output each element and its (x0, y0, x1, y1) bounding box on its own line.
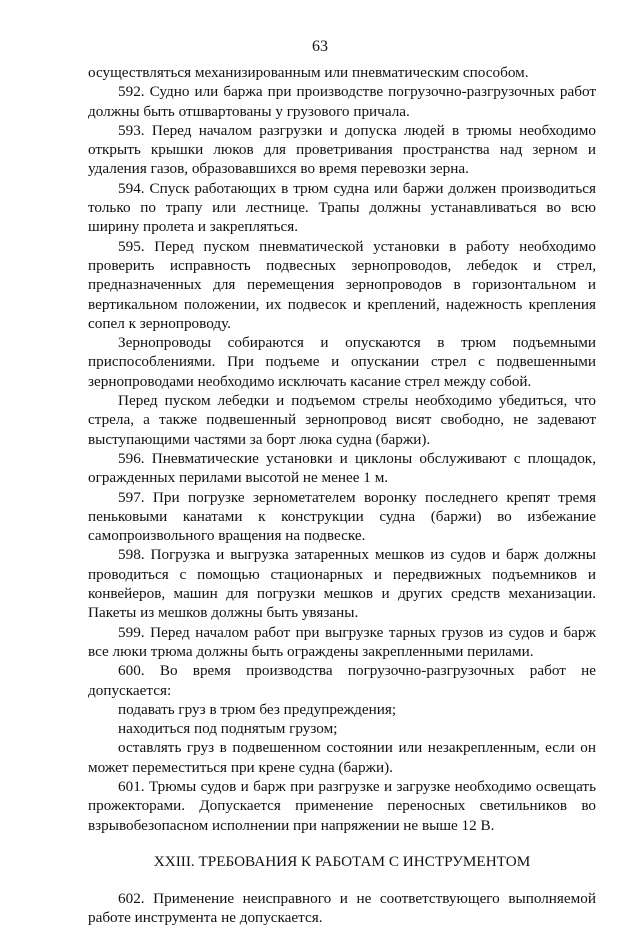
section-title: XXIII. ТРЕБОВАНИЯ К РАБОТАМ С ИНСТРУМЕНТОМ (153, 852, 531, 870)
paragraph-598: 598. Погрузка и выгрузка затаренных мешков из судов и барж должны проводиться с помощью стационарных и передвижных подъемников и конвейеров, машин для погрузки мешков и других средств механизации. Пакеты из мешков должны быть увязаны. (88, 546, 596, 622)
paragraph-593: 593. Перед началом разгрузки и допуска людей в трюмы необходимо открыть крышки люков для проветривания пространства над зерном и удаления газов, образовавшихся во время перевозки зерна. (88, 121, 596, 178)
paragraph-597: 597. При погрузке зернометателем воронку последнего крепят тремя пеньковыми канатами к конструкции судна (баржи) во избежание самопроизвольного вращения на подвеске. (88, 488, 596, 545)
document-body (88, 63, 596, 928)
paragraph-continuation: осуществляться механизированным или пневматическим способом. (88, 64, 529, 81)
list-item: оставлять груз в подвешенном состоянии или незакрепленным, если он может переместиться при крене судна (баржи). (88, 739, 596, 776)
paragraph-595: 595. Перед пуском пневматической установки в работу необходимо проверить исправность подвесных зернопроводов, лебедок и стрел, предназначенных для перемещения зернопроводов в горизонтальном и вертикальном положении, их подвесок и креплений, надежность крепления сопел к зернопроводу. (88, 237, 596, 332)
page-number: 63 (312, 38, 328, 55)
paragraph-602: 602. Применение неисправного и не соответствующего выполняемой работе инструмента не допускается. (88, 890, 596, 927)
paragraph-595-part-2: Зернопроводы собираются и опускаются в трюм подъемными приспособлениями. При подъеме и опускании стрел с подвешенными зернопроводами необходимо исключать касание стрел между собой. (88, 334, 596, 390)
list-item: находиться под поднятым грузом; (118, 720, 338, 738)
paragraph-595-part-3: Перед пуском лебедки и подъемом стрелы необходимо убедиться, что стрела, а также подвешенный зернопровод висят свободно, не задевают выступающими частями за борт люка судна (баржи). (88, 392, 596, 448)
paragraph-601: 601. Трюмы судов и барж при разгрузке и загрузке необходимо освещать прожекторами. Допускается применение переносных светильников во взрывобезопасном исполнении при напряжении не выше 12 В. (88, 777, 596, 834)
paragraph-594: 594. Спуск работающих в трюм судна или баржи должен производиться только по трапу или лестнице. Трапы должны устанавливаться во всю ширину пролета и закрепляться. (88, 179, 596, 236)
paragraph-592: 592. Судно или баржа при производстве погрузочно-разгрузочных работ должны быть отшвартованы у грузового причала. (88, 83, 596, 120)
paragraph-599: 599. Перед началом работ при выгрузке тарных грузов из судов и барж все люки трюма должны быть ограждены закрепленными перилами. (88, 623, 596, 660)
paragraph-596: 596. Пневматические установки и циклоны обслуживают с площадок, огражденных перилами высотой не менее 1 м. (88, 449, 596, 487)
paragraph-600: 600. Во время производства погрузочно-разгрузочных работ не допускается: (88, 662, 596, 699)
list-item: подавать груз в трюм без предупреждения; (118, 700, 397, 718)
